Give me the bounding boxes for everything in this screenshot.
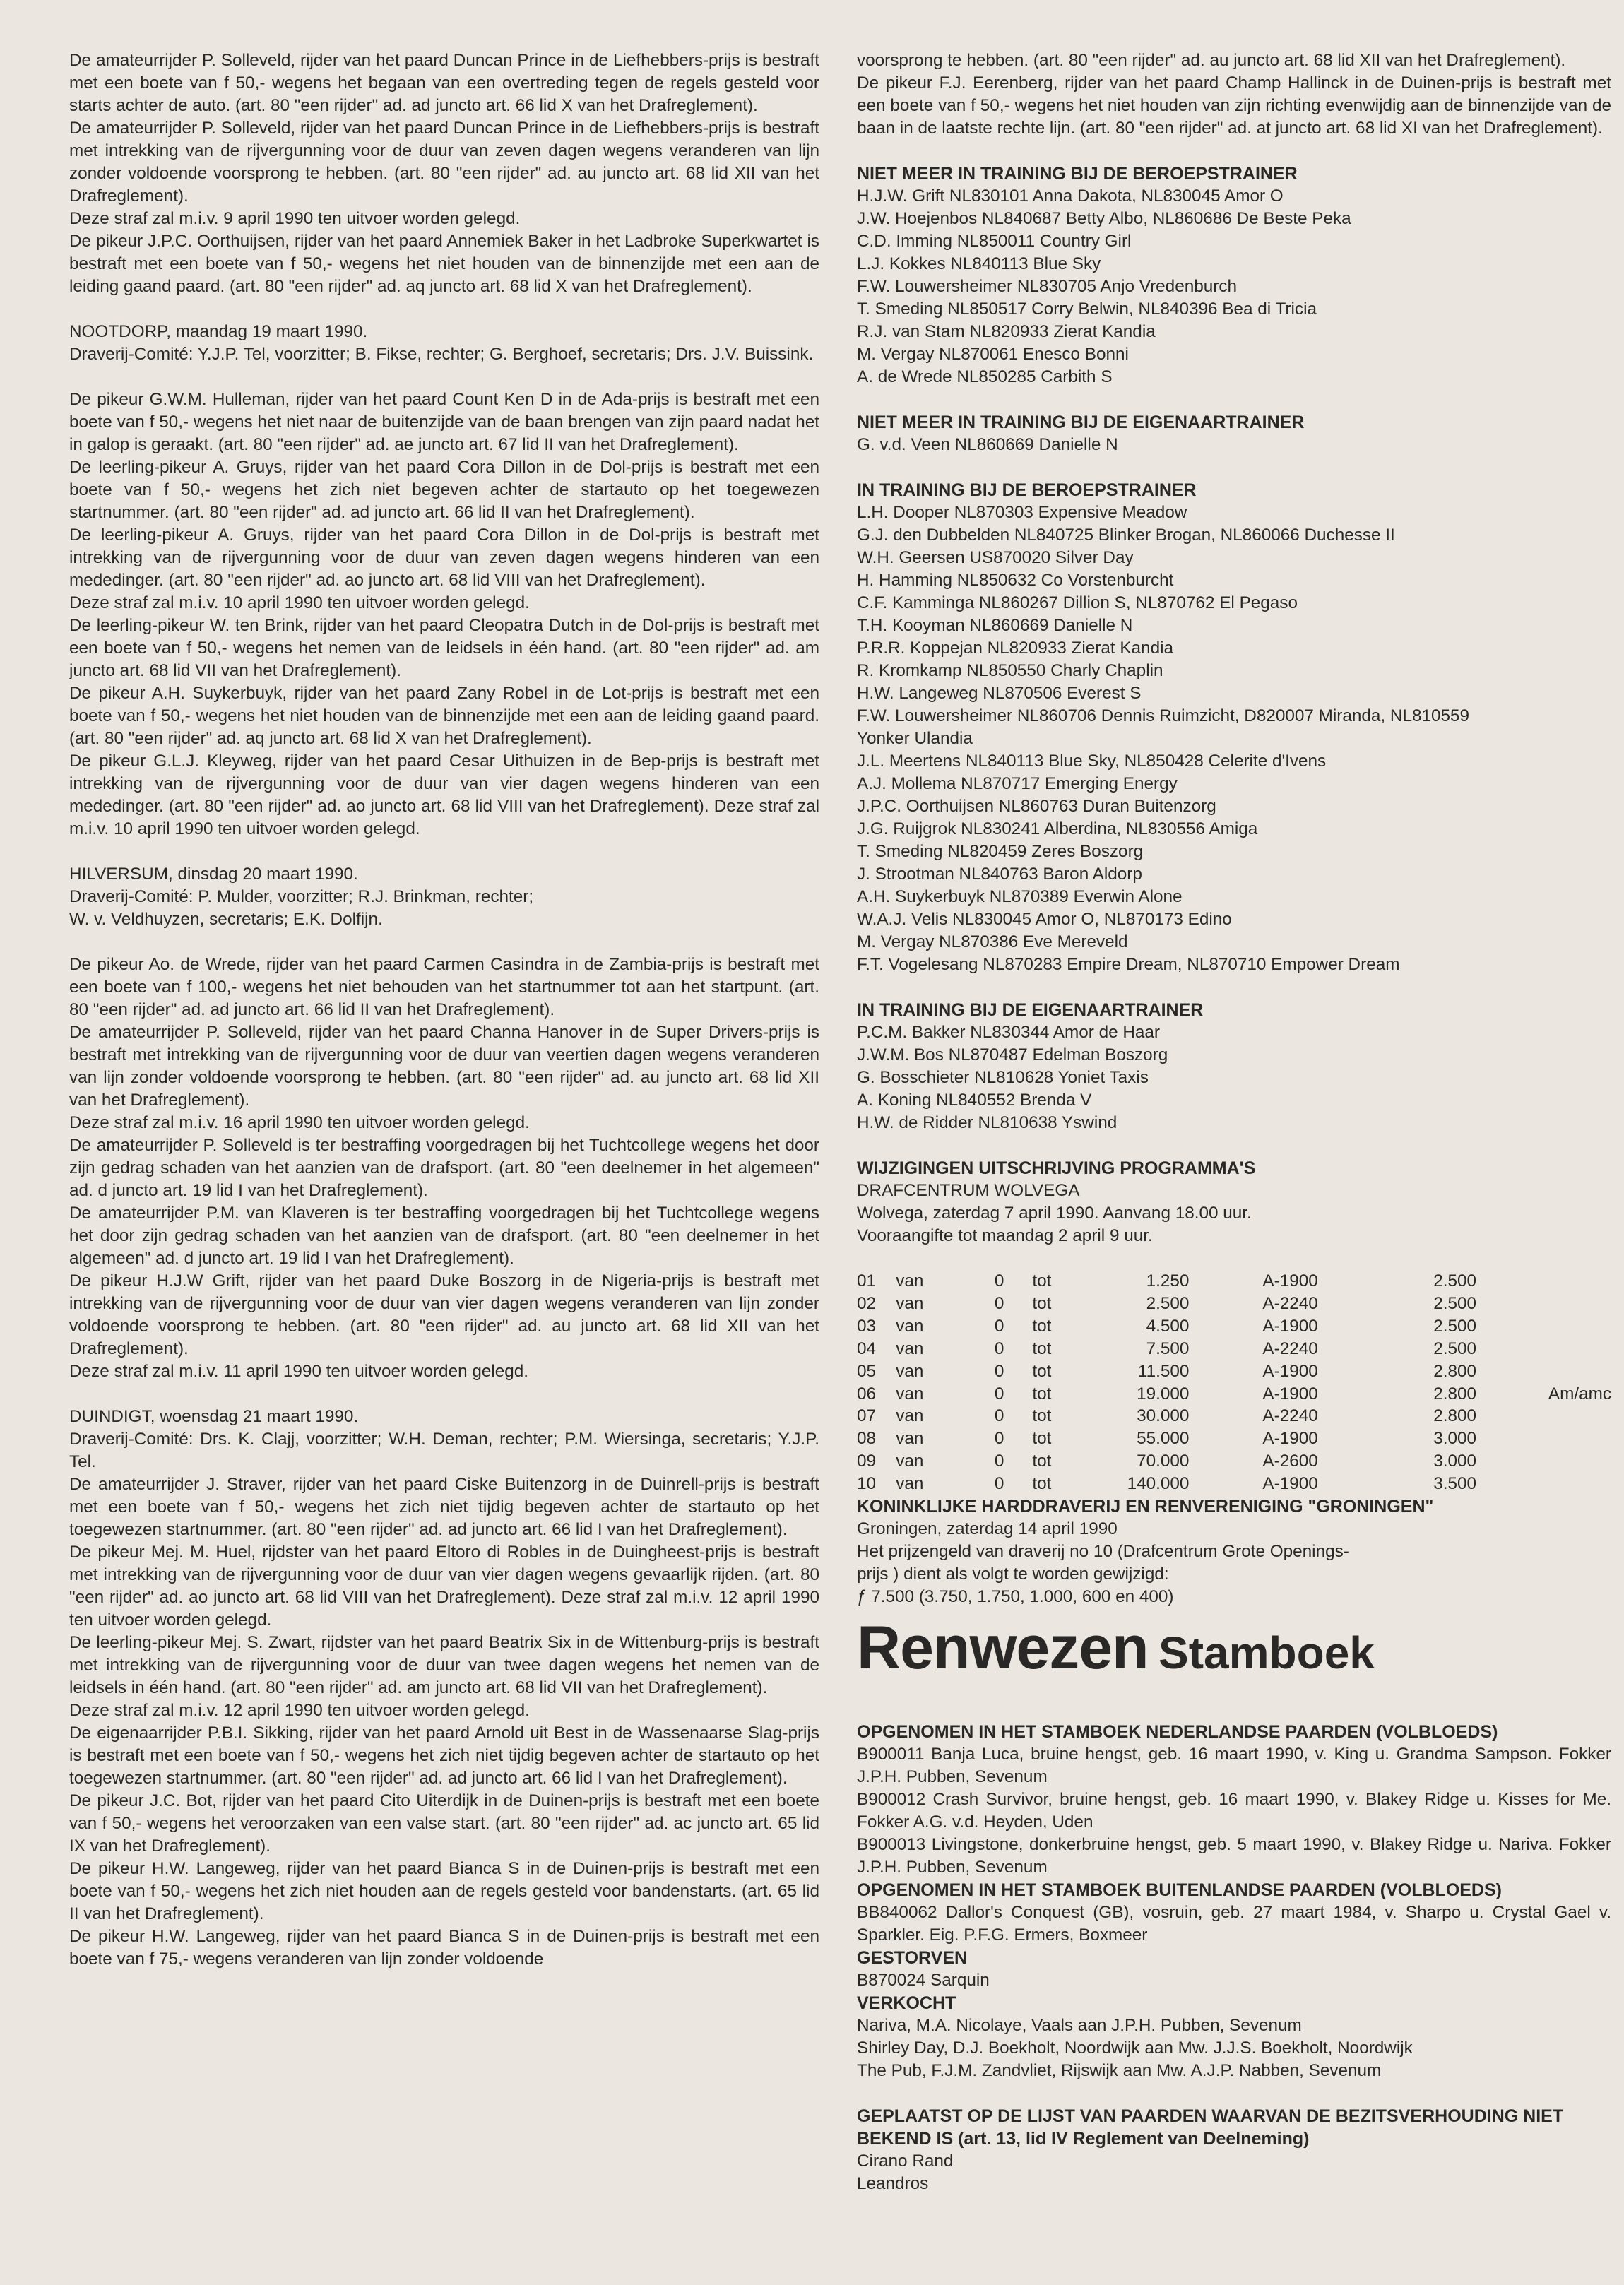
list-heading: IN TRAINING BIJ DE EIGENAARTRAINER <box>857 1000 1204 1020</box>
groningen-line: ƒ 7.500 (3.750, 1.750, 1.000, 600 en 400) <box>857 1587 1174 1607</box>
ruling-paragraph: De amateurrijder P. Solleveld, rijder van het paard Duncan Prince in de Liefhebbers-prijs is bestraft met intrekking van de rijvergunning voor de duur van zeven dagen wegens veranderen van lijn zonder voldoende voorsprong te hebben. (art. 80 "een rijder" ad. au juncto art. 68 lid XII van het Drafreglement). <box>69 119 819 206</box>
schedule-table <box>857 1270 1611 1495</box>
spacer <box>857 388 1611 411</box>
schedule-cell-from: 0 <box>994 1316 1004 1336</box>
schedule-cell-cls: A-1900 <box>1262 1474 1318 1494</box>
list-item: C.D. Imming NL850011 Country Girl <box>857 232 1132 251</box>
list-item: R. Kromkamp NL850550 Charly Chaplin <box>857 661 1163 680</box>
schedule-row <box>857 1315 1611 1338</box>
ruling-paragraph: De leerling-pikeur A. Gruys, rijder van het paard Cora Dillon in de Dol-prijs is bestraft met een boete van f 50,- wegens het zich niet begeven achter de startauto op het toegewezen startnummer. (art. 80 "een rijder" ad. ad juncto art. 66 lid II van het Drafreglement). <box>69 458 819 522</box>
schedule-cell-from: 0 <box>994 1293 1004 1313</box>
schedule-row <box>857 1360 1611 1383</box>
ruling-paragraph: Deze straf zal m.i.v. 12 april 1990 ten uitvoer worden gelegd. <box>69 1701 530 1720</box>
training-list <box>857 479 1611 976</box>
schedule-cell-note <box>1476 1428 1611 1450</box>
schedule-cell-to: 7.500 <box>1146 1339 1190 1358</box>
schedule-cell-cls: A-2240 <box>1262 1406 1318 1426</box>
stamboek-heading: VERKOCHT <box>857 1993 956 2014</box>
schedule-cell-note <box>1476 1360 1611 1383</box>
schedule-cell-cls: A-1900 <box>1262 1271 1318 1290</box>
schedule-cell-cls: A-1900 <box>1262 1316 1318 1336</box>
schedule-cell-prize: 2.500 <box>1433 1293 1477 1313</box>
schedule-cell-nr: 01 <box>857 1271 877 1290</box>
schedule-cell-from: 0 <box>994 1406 1004 1426</box>
schedule-cell-note <box>1476 1315 1611 1338</box>
schedule-row <box>857 1473 1611 1495</box>
section-title-sub: Stamboek <box>1158 1627 1375 1679</box>
list-item: H.W. de Ridder NL810638 Yswind <box>857 1113 1118 1132</box>
schedule-cell-tot: tot <box>1032 1316 1052 1336</box>
list-item: A.H. Suykerbuyk NL870389 Everwin Alone <box>857 887 1183 906</box>
schedule-cell-to: 1.250 <box>1146 1271 1190 1290</box>
stamboek-section <box>857 1721 1611 2195</box>
list-heading: IN TRAINING BIJ DE BEROEPSTRAINER <box>857 480 1197 500</box>
list-item: W.A.J. Velis NL830045 Amor O, NL870173 Edino <box>857 910 1232 929</box>
spacer <box>69 298 819 321</box>
left-column <box>69 49 819 1971</box>
schedule-row <box>857 1383 1611 1406</box>
schedule-cell-cls: A-2600 <box>1262 1452 1318 1471</box>
list-item: M. Vergay NL870386 Eve Mereveld <box>857 932 1128 951</box>
schedule-cell-prize: 2.500 <box>1433 1339 1477 1358</box>
right-column <box>857 49 1611 2195</box>
schedule-cell-tot: tot <box>1032 1384 1052 1403</box>
stamboek-heading: GESTORVEN <box>857 1948 968 1969</box>
schedule-cell-from: 0 <box>994 1339 1004 1358</box>
schedule-cell-cls: A-2240 <box>1262 1339 1318 1358</box>
groningen-line: prijs ) dient als volgt te worden gewijzigd: <box>857 1565 1169 1584</box>
schedule-cell-tot: tot <box>1032 1271 1052 1290</box>
section-title-main: Renwezen <box>857 1614 1149 1682</box>
schedule-cell-prize: 2.500 <box>1433 1316 1477 1336</box>
list-item: M. Vergay NL870061 Enesco Bonni <box>857 345 1129 364</box>
list-item: J.W. Hoejenbos NL840687 Betty Albo, NL860686 De Beste Peka <box>857 209 1351 228</box>
program-line: Wolvega, zaterdag 7 april 1990. Aanvang 18.00 uur. <box>857 1204 1252 1223</box>
list-item: W.H. Geersen US870020 Silver Day <box>857 548 1134 567</box>
list-item: J.P.C. Oorthuijsen NL860763 Duran Buitenzorg <box>857 797 1216 816</box>
schedule-row <box>857 1405 1611 1428</box>
groningen-section <box>857 1495 1611 1608</box>
schedule-row <box>857 1338 1611 1360</box>
ruling-paragraph: De amateurrijder P. Solleveld, rijder van het paard Duncan Prince in de Liefhebbers-prijs is bestraft met een boete van f 50,- wegens het begaan van een overtreding tegen de regels gesteld voor starts achter de auto. (art. 80 "een rijder" ad. ad juncto art. 66 lid X van het Drafreglement). <box>69 51 819 115</box>
intro-paragraphs <box>857 49 1611 140</box>
list-item: T. Smeding NL850517 Corry Belwin, NL840396 Bea di Tricia <box>857 299 1317 319</box>
schedule-cell-tot: tot <box>1032 1429 1052 1449</box>
schedule-cell-from: 0 <box>994 1361 1004 1381</box>
list-item: H.J.W. Grift NL830101 Anna Dakota, NL830045 Amor O <box>857 186 1284 206</box>
schedule-cell-to: 30.000 <box>1137 1406 1190 1426</box>
schedule-cell-nr: 08 <box>857 1429 877 1449</box>
spacer <box>69 366 819 388</box>
schedule-cell-van: van <box>896 1316 924 1336</box>
stamboek-entry: B900013 Livingstone, donkerbruine hengst, geb. 5 maart 1990, v. Blakey Ridge u. Nariva. Fokker J.P.H. Pubben, Sevenum <box>857 1835 1611 1877</box>
schedule-cell-to: 55.000 <box>1137 1429 1190 1449</box>
schedule-cell-cls: A-1900 <box>1262 1384 1318 1403</box>
ruling-paragraph: De pikeur H.W. Langeweg, rijder van het paard Bianca S in de Duinen-prijs is bestraft met een boete van f 50,- wegens het zich niet houden aan de regels gesteld voor bandenstarts. (art. 65 lid II van het Drafreglement). <box>69 1859 819 1923</box>
ruling-paragraph: De pikeur H.J.W Grift, rijder van het paard Duke Boszorg in de Nigeria-prijs is bestraft met intrekking van de rijvergunning voor de duur van vier dagen wegens veranderen van lijn zonder voldoende voorsprong te hebben. (art. 80 "een rijder" ad. au juncto art. 68 lid XII van het Drafreglement). <box>69 1271 819 1358</box>
list-item: T.H. Kooyman NL860669 Danielle N <box>857 616 1133 635</box>
training-list <box>857 411 1611 456</box>
list-item: F.W. Louwersheimer NL830705 Anjo Vredenburch <box>857 277 1237 296</box>
ruling-paragraph: Draverij-Comité: P. Mulder, voorzitter; R.J. Brinkman, rechter; <box>69 887 534 906</box>
schedule-cell-prize: 2.500 <box>1433 1271 1477 1290</box>
schedule-cell-note <box>1476 1473 1611 1495</box>
schedule-cell-prize: 2.800 <box>1433 1361 1477 1381</box>
list-item: H. Hamming NL850632 Co Vorstenburcht <box>857 571 1174 590</box>
stamboek-entry: BB840062 Dallor's Conquest (GB), vosruin, geb. 27 maart 1984, v. Sharpo u. Crystal Gael v. Sparkler. Eig. P.F.G. Ermers, Boxmeer <box>857 1903 1611 1945</box>
list-item: Yonker Ulandia <box>857 729 973 748</box>
spacer <box>69 841 819 863</box>
ruling-paragraph: De pikeur H.W. Langeweg, rijder van het paard Bianca S in de Duinen-prijs is bestraft met een boete van f 75,- wegens veranderen van lijn zonder voldoende <box>69 1927 819 1969</box>
schedule-cell-tot: tot <box>1032 1474 1052 1494</box>
ruling-paragraph: DUINDIGT, woensdag 21 maart 1990. <box>69 1407 359 1426</box>
program-line: DRAFCENTRUM WOLVEGA <box>857 1181 1080 1200</box>
list-item: G.J. den Dubbelden NL840725 Blinker Brogan, NL860066 Duchesse II <box>857 526 1395 545</box>
stamboek-entry: Shirley Day, D.J. Boekholt, Noordwijk aan Mw. J.J.S. Boekholt, Noordwijk <box>857 2038 1413 2058</box>
list-item: P.R.R. Koppejan NL820933 Zierat Kandia <box>857 639 1173 658</box>
schedule-cell-van: van <box>896 1271 924 1290</box>
list-item: J.L. Meertens NL840113 Blue Sky, NL850428 Celerite d'Ivens <box>857 752 1327 771</box>
schedule-cell-nr: 10 <box>857 1474 877 1494</box>
program-section <box>857 1157 1611 1495</box>
ruling-paragraph: De pikeur Ao. de Wrede, rijder van het paard Carmen Casindra in de Zambia-prijs is bestraft met een boete van f 100,- wegens het niet behouden van het startnummer tot aan het startpunt. (art. 80 "een rijder" ad. ad juncto art. 66 lid II van het Drafreglement). <box>69 955 819 1019</box>
ruling-paragraph: De pikeur Mej. M. Huel, rijdster van het paard Eltoro di Robles in de Duingheest-prijs is bestraft met intrekking van de rijvergunning voor de duur van vier dagen wegens gevaarlijk rijden. (art. 80 "een rijder" ad. ao juncto art. 68 lid VIII van het Drafreglement). Deze straf zal m.i.v. 12 april 1990 ten uitvoer worden gelegd. <box>69 1543 819 1630</box>
program-heading: WIJZIGINGEN UITSCHRIJVING PROGRAMMA'S <box>857 1158 1256 1178</box>
schedule-row <box>857 1450 1611 1473</box>
schedule-cell-tot: tot <box>1032 1406 1052 1426</box>
ruling-paragraph: voorsprong te hebben. (art. 80 "een rijder" ad. au juncto art. 68 lid XII van het Drafreglement). <box>857 51 1566 70</box>
ruling-paragraph: De pikeur F.J. Eerenberg, rijder van het paard Champ Hallinck in de Duinen-prijs is bestraft met een boete van f 50,- wegens het niet houden van zijn richting evenwijdig aan de binnenzijde van de baan in de laatste rechte lijn. (art. 80 "een rijder" ad. at juncto art. 68 lid XI van het Drafreglement). <box>857 73 1611 138</box>
schedule-cell-tot: tot <box>1032 1452 1052 1471</box>
spacer <box>69 1383 819 1406</box>
stamboek-heading: GEPLAATST OP DE LIJST VAN PAARDEN WAARVAN DE BEZITSVERHOUDING NIET BEKEND IS (art. 13, lid IV Reglement van Deelneming) <box>857 2106 1564 2149</box>
list-item: G. v.d. Veen NL860669 Danielle N <box>857 435 1118 454</box>
stamboek-heading: OPGENOMEN IN HET STAMBOEK NEDERLANDSE PAARDEN (VOLBLOEDS) <box>857 1722 1498 1743</box>
training-list <box>857 162 1611 388</box>
groningen-line: Groningen, zaterdag 14 april 1990 <box>857 1519 1118 1539</box>
list-item: F.W. Louwersheimer NL860706 Dennis Ruimzicht, D820007 Miranda, NL810559 <box>857 706 1470 725</box>
groningen-heading: KONINKLIJKE HARDDRAVERIJ EN RENVERENIGING "GRONINGEN" <box>857 1497 1434 1517</box>
schedule-cell-prize: 2.800 <box>1433 1406 1477 1426</box>
list-item: H.W. Langeweg NL870506 Everest S <box>857 684 1142 703</box>
ruling-paragraph: Deze straf zal m.i.v. 16 april 1990 ten uitvoer worden gelegd. <box>69 1113 530 1132</box>
schedule-cell-tot: tot <box>1032 1361 1052 1381</box>
spacer <box>857 456 1611 479</box>
stamboek-entry: Nariva, M.A. Nicolaye, Vaals aan J.P.H. Pubben, Sevenum <box>857 2016 1302 2036</box>
schedule-cell-van: van <box>896 1293 924 1313</box>
ruling-paragraph: De pikeur J.C. Bot, rijder van het paard Cito Uiterdijk in de Duinen-prijs is bestraft met een boete van f 50,- wegens het veroorzaken van een valse start. (art. 80 "een rijder" ad. ac juncto art. 65 lid IX van het Drafreglement). <box>69 1791 819 1856</box>
list-item: F.T. Vogelesang NL870283 Empire Dream, NL870710 Empower Dream <box>857 955 1400 974</box>
schedule-cell-van: van <box>896 1384 924 1403</box>
program-info <box>857 1180 1611 1247</box>
ruling-paragraph: De leerling-pikeur W. ten Brink, rijder van het paard Cleopatra Dutch in de Dol-prijs is bestraft met een boete van f 50,- wegens het nemen van de leidsels in één hand. (art. 80 "een rijder" ad. am juncto art. 68 lid VII van het Drafreglement). <box>69 616 819 680</box>
schedule-cell-to: 2.500 <box>1146 1293 1190 1313</box>
schedule-cell-prize: 3.000 <box>1433 1452 1477 1471</box>
schedule-cell-nr: 02 <box>857 1293 877 1313</box>
schedule-cell-note <box>1476 1405 1611 1428</box>
schedule-cell-cls: A-1900 <box>1262 1429 1318 1449</box>
ruling-paragraph: De amateurrijder P. Solleveld is ter bestraffing voorgedragen bij het Tuchtcollege wegens het door zijn gedrag schaden van het aanzien van de drafsport. (art. 80 "een deelnemer in het algemeen" ad. d juncto art. 19 lid I van het Drafreglement). <box>69 1136 819 1200</box>
groningen-info <box>857 1518 1611 1608</box>
list-item: J. Strootman NL840763 Baron Aldorp <box>857 865 1142 884</box>
schedule-row <box>857 1428 1611 1450</box>
schedule-cell-to: 11.500 <box>1137 1361 1190 1381</box>
list-item: P.C.M. Bakker NL830344 Amor de Haar <box>857 1023 1161 1042</box>
ruling-paragraph: De leerling-pikeur Mej. S. Zwart, rijdster van het paard Beatrix Six in de Wittenburg-prijs is bestraft met intrekking van de rijvergunning voor de duur van twee dagen wegens het nemen van de leidsels in één hand. (art. 80 "een rijder" ad. am juncto art. 68 lid VII van het Drafreglement). <box>69 1633 819 1697</box>
schedule-cell-to: 140.000 <box>1127 1474 1190 1494</box>
stamboek-heading: OPGENOMEN IN HET STAMBOEK BUITENLANDSE PAARDEN (VOLBLOEDS) <box>857 1880 1502 1901</box>
ruling-paragraph: De pikeur G.L.J. Kleyweg, rijder van het paard Cesar Uithuizen in de Bep-prijs is bestraft met intrekking van de rijvergunning voor de duur van vier dagen wegens hinderen van een mededinger. (art. 80 "een rijder" ad. ao juncto art. 68 lid VIII van het Drafreglement). Deze straf zal m.i.v. 10 april 1990 ten uitvoer worden gelegd. <box>69 752 819 838</box>
schedule-cell-to: 70.000 <box>1137 1452 1190 1471</box>
schedule-cell-from: 0 <box>994 1474 1004 1494</box>
schedule-cell-nr: 03 <box>857 1316 877 1336</box>
spacer <box>857 976 1611 999</box>
training-list <box>857 999 1611 1134</box>
ruling-paragraph: De pikeur G.W.M. Hulleman, rijder van het paard Count Ken D in de Ada-prijs is bestraft met een boete van f 50,- wegens het niet naar de buitenzijde van de baan brengen van zijn paard nadat het in galop is geraakt. (art. 80 "een rijder" ad. ae juncto art. 67 lid II van het Drafreglement). <box>69 390 819 454</box>
ruling-paragraph: De pikeur J.P.C. Oorthuijsen, rijder van het paard Annemiek Baker in het Ladbroke Superkwartet is bestraft met een boete van f 50,- wegens het niet houden van de binnenzijde met een aan de leiding gaand paard. (art. 80 "een rijder" ad. aq juncto art. 68 lid X van het Drafreglement). <box>69 232 819 296</box>
stamboek-entry: Cirano Rand <box>857 2152 954 2171</box>
spacer <box>857 1134 1611 1157</box>
schedule-cell-note <box>1476 1450 1611 1473</box>
ruling-paragraph: Deze straf zal m.i.v. 9 april 1990 ten uitvoer worden gelegd. <box>69 209 521 228</box>
ruling-paragraph: Draverij-Comité: Y.J.P. Tel, voorzitter; B. Fikse, rechter; G. Berghoef, secretaris; Drs. J.V. Buissink. <box>69 345 814 364</box>
schedule-cell-cls: A-2240 <box>1262 1293 1318 1313</box>
ruling-paragraph: De amateurrijder P.M. van Klaveren is ter bestraffing voorgedragen bij het Tuchtcollege wegens het door zijn gedrag schaden van het aanzien van de drafsport. (art. 80 "een deelnemer in het algemeen" ad. d juncto art. 19 lid I van het Drafreglement). <box>69 1204 819 1268</box>
schedule-cell-van: van <box>896 1452 924 1471</box>
schedule-row <box>857 1293 1611 1315</box>
schedule-cell-note <box>1476 1270 1611 1293</box>
schedule-cell-tot: tot <box>1032 1339 1052 1358</box>
list-heading: NIET MEER IN TRAINING BIJ DE EIGENAARTRAINER <box>857 413 1305 432</box>
schedule-cell-note <box>1476 1293 1611 1315</box>
ruling-paragraph: De amateurrijder P. Solleveld, rijder van het paard Channa Hanover in de Super Drivers-prijs is bestraft met intrekking van de rijvergunning voor de duur van veertien dagen wegens veranderen van lijn zonder voldoende voorsprong te hebben. (art. 80 "een rijder" ad. au juncto art. 68 lid XII van het Drafreglement). <box>69 1023 819 1110</box>
spacer <box>857 2082 1611 2105</box>
ruling-paragraph: HILVERSUM, dinsdag 20 maart 1990. <box>69 865 358 884</box>
stamboek-entry: The Pub, F.J.M. Zandvliet, Rijswijk aan Mw. A.J.P. Nabben, Sevenum <box>857 2061 1382 2081</box>
list-item: C.F. Kamminga NL860267 Dillion S, NL870762 El Pegaso <box>857 593 1298 612</box>
list-item: G. Bosschieter NL810628 Yoniet Taxis <box>857 1068 1149 1087</box>
schedule-cell-van: van <box>896 1406 924 1426</box>
list-item: L.H. Dooper NL870303 Expensive Meadow <box>857 503 1187 522</box>
schedule-cell-tot: tot <box>1032 1293 1052 1313</box>
training-lists <box>857 162 1611 1157</box>
groningen-line: Het prijzengeld van draverij no 10 (Drafcentrum Grote Openings- <box>857 1542 1349 1562</box>
stamboek-entry: B900011 Banja Luca, bruine hengst, geb. 16 maart 1990, v. King u. Grandma Sampson. Fokker J.P.H. Pubben, Sevenum <box>857 1745 1611 1787</box>
list-item: R.J. van Stam NL820933 Zierat Kandia <box>857 322 1156 341</box>
stamboek-entry: Leandros <box>857 2174 929 2194</box>
schedule-cell-from: 0 <box>994 1452 1004 1471</box>
program-line: Vooraangifte tot maandag 2 april 9 uur. <box>857 1226 1153 1245</box>
ruling-paragraph: De pikeur A.H. Suykerbuyk, rijder van het paard Zany Robel in de Lot-prijs is bestraft met een boete van f 50,- wegens het niet houden van de binnenzijde met een aan de leiding gaand paard. (art. 80 "een rijder" ad. aq juncto art. 68 lid X van het Drafreglement). <box>69 684 819 748</box>
schedule-cell-nr: 09 <box>857 1452 877 1471</box>
schedule-cell-from: 0 <box>994 1429 1004 1449</box>
schedule-cell-van: van <box>896 1339 924 1358</box>
schedule-cell-prize: 3.500 <box>1433 1474 1477 1494</box>
schedule-row <box>857 1270 1611 1293</box>
schedule-cell-nr: 05 <box>857 1361 877 1381</box>
schedule-cell-nr: 06 <box>857 1384 877 1403</box>
schedule-cell-nr: 04 <box>857 1339 877 1358</box>
ruling-paragraph: De amateurrijder J. Straver, rijder van het paard Ciske Buitenzorg in de Duinrell-prijs is bestraft met een boete van f 50,- wegens het zich niet tijdig begeven achter de startauto op het toegewezen startnummer. (art. 80 "een rijder" ad. ad juncto art. 66 lid I van het Drafreglement). <box>69 1475 819 1539</box>
schedule-cell-from: 0 <box>994 1384 1004 1403</box>
list-item: J.G. Ruijgrok NL830241 Alberdina, NL830556 Amiga <box>857 819 1258 838</box>
schedule-cell-to: 4.500 <box>1146 1316 1190 1336</box>
schedule-cell-from: 0 <box>994 1271 1004 1290</box>
ruling-paragraph: De leerling-pikeur A. Gruys, rijder van het paard Cora Dillon in de Dol-prijs is bestraft met intrekking van de rijvergunning voor de duur van zeven dagen wegens hinderen van een mededinger. (art. 80 "een rijder" ad. ao juncto art. 68 lid VIII van het Drafreglement). <box>69 526 819 590</box>
schedule-cell-van: van <box>896 1429 924 1449</box>
list-heading: NIET MEER IN TRAINING BIJ DE BEROEPSTRAINER <box>857 164 1298 184</box>
section-title <box>857 1614 1611 1699</box>
ruling-paragraph: Draverij-Comité: Drs. K. Clajj, voorzitter; W.H. Deman, rechter; P.M. Wiersinga, secretaris; Y.J.P. Tel. <box>69 1430 819 1471</box>
schedule-cell-to: 19.000 <box>1137 1384 1190 1403</box>
schedule-cell-nr: 07 <box>857 1406 877 1426</box>
schedule-cell-prize: 2.800 <box>1433 1384 1477 1403</box>
schedule-cell-prize: 3.000 <box>1433 1429 1477 1449</box>
ruling-paragraph: NOOTDORP, maandag 19 maart 1990. <box>69 322 368 341</box>
spacer <box>69 931 819 954</box>
schedule-cell-note <box>1476 1338 1611 1360</box>
stamboek-entry: B870024 Sarquin <box>857 1971 990 1990</box>
list-item: J.W.M. Bos NL870487 Edelman Boszorg <box>857 1045 1168 1064</box>
list-item: A.J. Mollema NL870717 Emerging Energy <box>857 774 1178 793</box>
schedule-cell-van: van <box>896 1361 924 1381</box>
schedule-cell-cls: A-1900 <box>1262 1361 1318 1381</box>
stamboek-entry: B900012 Crash Survivor, bruine hengst, geb. 16 maart 1990, v. Blakey Ridge u. Kisses for Me. Fokker A.G. v.d. Heyden, Uden <box>857 1790 1611 1832</box>
list-item: A. de Wrede NL850285 Carbith S <box>857 367 1113 386</box>
schedule-cell-note: Am/amc <box>1548 1384 1611 1403</box>
list-item: A. Koning NL840552 Brenda V <box>857 1091 1092 1110</box>
list-item: L.J. Kokkes NL840113 Blue Sky <box>857 254 1101 273</box>
schedule-cell-van: van <box>896 1474 924 1494</box>
list-item: T. Smeding NL820459 Zeres Boszorg <box>857 842 1144 861</box>
ruling-paragraph: W. v. Veldhuyzen, secretaris; E.K. Dolfijn. <box>69 910 383 929</box>
ruling-paragraph: Deze straf zal m.i.v. 11 april 1990 ten uitvoer worden gelegd. <box>69 1362 529 1381</box>
ruling-paragraph: Deze straf zal m.i.v. 10 april 1990 ten uitvoer worden gelegd. <box>69 593 530 612</box>
ruling-paragraph: De eigenaarrijder P.B.I. Sikking, rijder van het paard Arnold uit Best in de Wassenaarse Slag-prijs is bestraft met een boete van f 50,- wegens het zich niet tijdig begeven achter de startauto op het toegewezen startnummer. (art. 80 "een rijder" ad. ad juncto art. 66 lid I van het Drafreglement). <box>69 1723 819 1788</box>
